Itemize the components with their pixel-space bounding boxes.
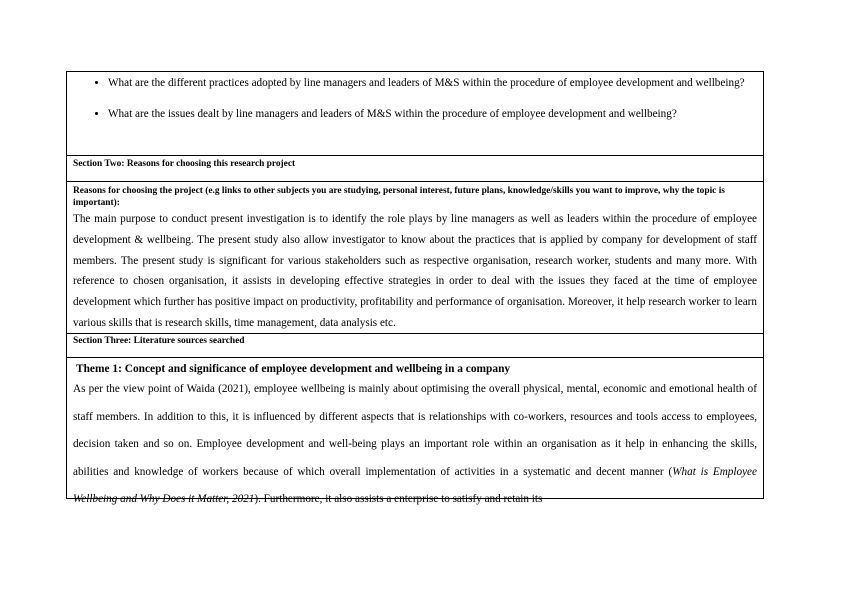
paragraph-end: ). Furthermore, it also assists a enterprise to satisfy and retain its (254, 493, 543, 506)
reasons-text: The main purpose to conduct present investigation is to identify the role plays by line managers as well as leaders within the procedure of employee development & wellbeing. The present study also allow investigator to know about the practices that is applied by company for development of staff members. The present study is significant for various stakeholders such as respective organisation, research worker, students and many more. With reference to chosen organisation, it assists in developing effective strategies in order to deal with the issues they faced at the time of employee development which further has positive impact on productivity, profitability and performance of organisation. Moreover, it help research worker to learn various skills that is research skills, time management, data analysis etc. (73, 213, 757, 329)
reasons-cell (67, 182, 763, 334)
objectives-cell (67, 72, 763, 156)
objectives-list (75, 72, 757, 125)
literature-cell (67, 358, 763, 506)
theme-title: Theme 1: Concept and significance of employee development and wellbeing in a company (76, 363, 511, 375)
section-two-heading-cell (67, 156, 763, 182)
proposal-table (66, 71, 764, 506)
section-two-heading: Section Two: Reasons for choosing this research project (73, 159, 296, 169)
reasons-label: Reasons for choosing the project (e.g links to other subjects you are studying, personal interest, future plans, knowledge/skills you want to improve, why the topic is important): (73, 186, 725, 208)
objective-bullet: • What are the different practices adopted by line managers and leaders of M&S within the procedure of employee development and wellbeing? (108, 72, 757, 94)
section-three-heading: Section Three: Literature sources searched (73, 336, 245, 346)
theme-paragraph (73, 376, 757, 514)
paragraph-start: As per the view point of Waida (2021), employee wellbeing is mainly about optimising the overall physical, mental, economic and emotional health of staff members. In addition to this, it is influenced by different aspects that is relationships with co-workers, resources and tools access to employees, decision taken and so on. Employee development and well-being plays an important role within an organisation as it help in enhancing the skills, abilities and knowledge of workers because of which overall implementation of activities in a systematic and decent manner ( (73, 383, 757, 478)
citation: What is Employee Wellbeing and Why Does it Matter, 2021 (73, 465, 757, 506)
objective-bullet: • What are the issues dealt by line managers and leaders of M&S within the procedure of employee development and wellbeing? (108, 104, 757, 125)
section-three-heading-cell (67, 334, 763, 358)
